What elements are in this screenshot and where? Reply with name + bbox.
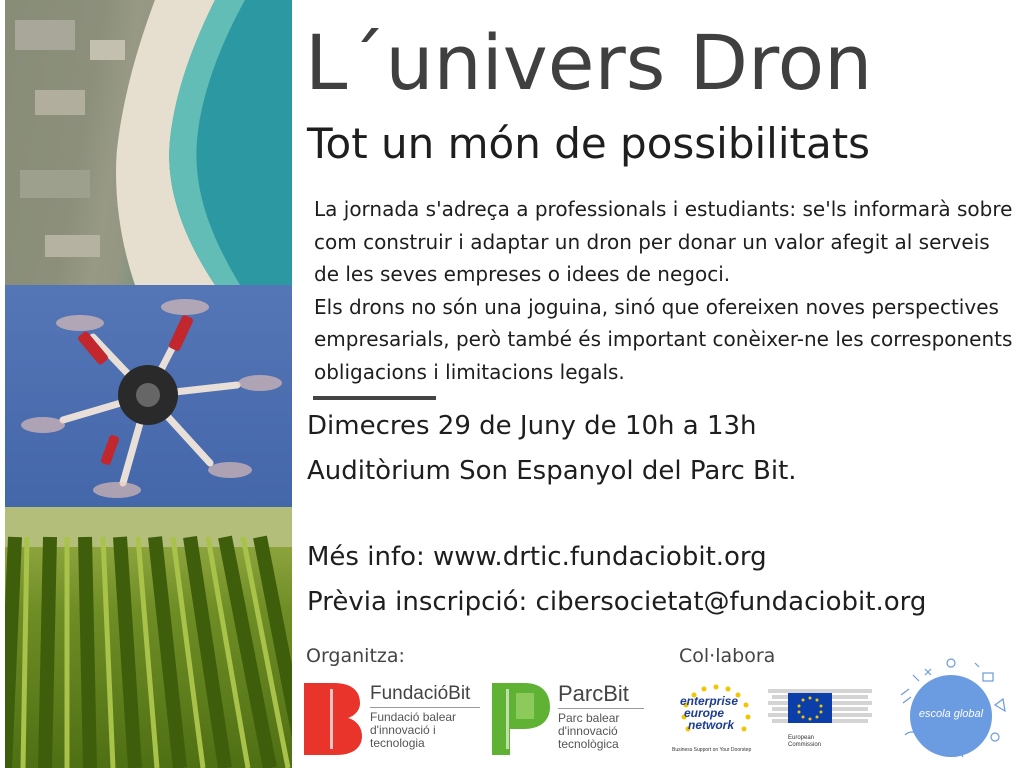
ec-building-icon	[768, 683, 873, 733]
ec-logo	[768, 683, 873, 758]
registration-text: Prèvia inscripció: cibersocietat@fundaciobit.org	[307, 587, 927, 617]
drone-photo	[5, 285, 292, 507]
fundaciobit-mark-icon	[304, 683, 362, 755]
page-subtitle: Tot un món de possibilitats	[307, 119, 871, 168]
een-logo	[672, 683, 757, 758]
event-venue: Auditòrium Son Espanyol del Parc Bit.	[307, 456, 797, 486]
parcbit-mark-icon	[492, 683, 550, 755]
fundaciobit-logo	[304, 683, 484, 755]
parcbit-name: ParcBit	[558, 681, 629, 706]
more-info-text: Més info: www.drtic.fundaciobit.org	[307, 542, 767, 572]
fundaciobit-tagline: Fundació balear d'innovació i tecnologia	[370, 710, 457, 750]
divider-rule	[313, 396, 436, 400]
page-title: L´univers Dron	[305, 18, 873, 107]
ec-name: European Commission	[788, 735, 822, 748]
een-wordmark: enterprise europe network	[680, 694, 739, 732]
event-date: Dimecres 29 de Juny de 10h a 13h	[307, 411, 757, 441]
parcbit-divider	[558, 708, 644, 709]
escola-global-text: escola global	[918, 708, 984, 720]
organizer-label: Organitza:	[306, 645, 405, 667]
een-slogan: Business Support on Your Doorstep	[672, 747, 752, 753]
beach-photo	[5, 0, 292, 285]
description-paragraph-1: La jornada s'adreça a professionals i estudiants: se'ls informarà sobre com construir i adaptar un dron per donar un valor afegit al serveis de les seves empreses o idees de negoci.	[314, 197, 1013, 286]
fundaciobit-divider	[370, 707, 480, 708]
parcbit-logo	[492, 683, 652, 755]
escola-global-logo	[895, 655, 1015, 765]
parcbit-tagline: Parc balear d'innovació tecnològica	[558, 711, 620, 751]
collaborator-label: Col·labora	[679, 645, 776, 667]
fundaciobit-name: FundacióBit	[370, 683, 471, 704]
event-description	[314, 193, 1020, 388]
vineyard-photo	[5, 507, 292, 768]
description-paragraph-2: Els drons no són una joguina, sinó que ofereixen noves perspectives empresarials, però també és important conèixer-ne les corresponents obligacions i limitacions legals.	[314, 294, 1013, 384]
